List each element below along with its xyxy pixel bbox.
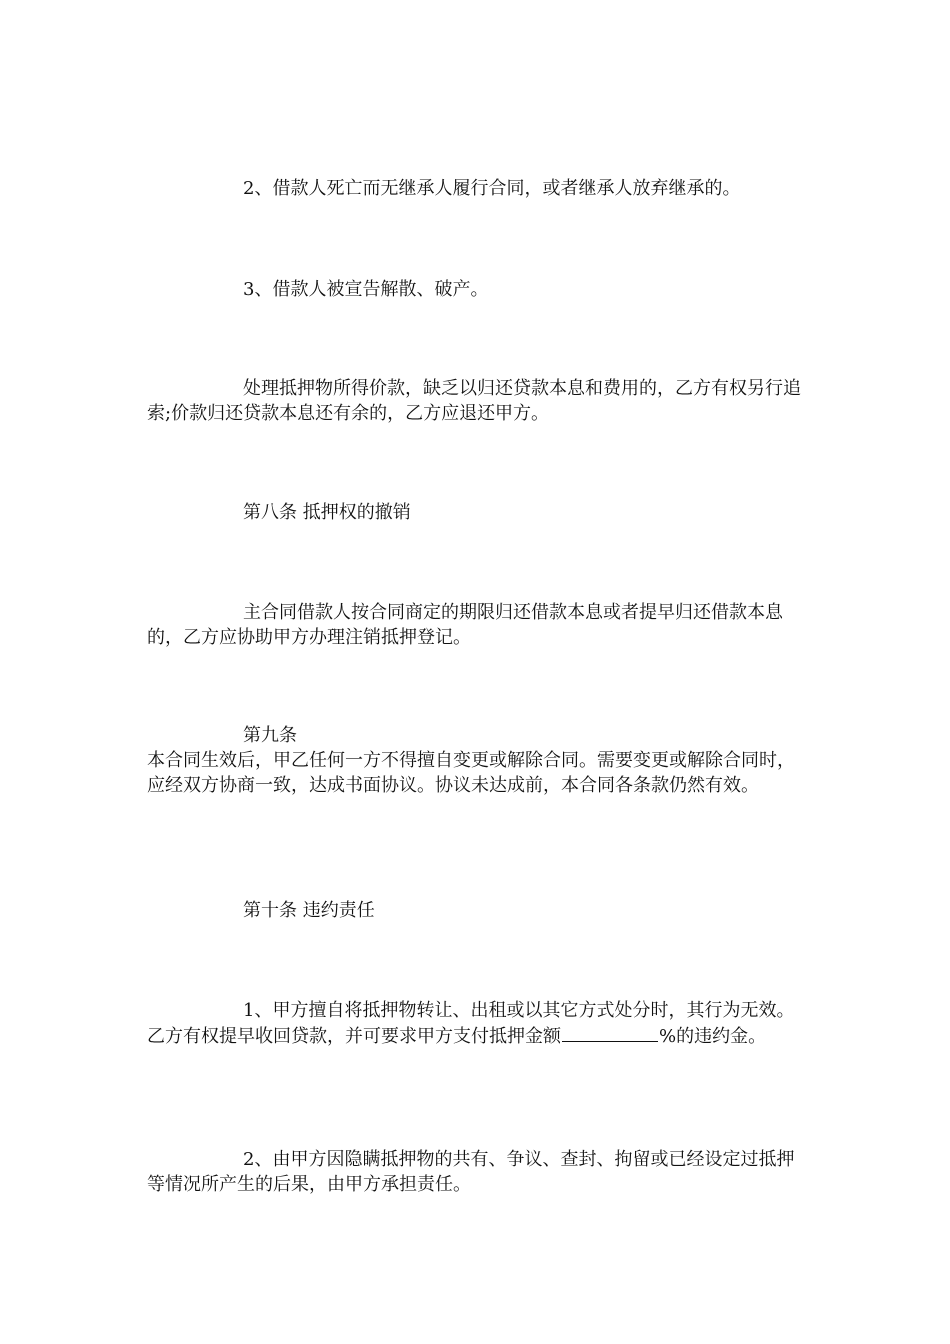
article-8-body: 主合同借款人按合同商定的期限归还借款本息或者提早归还借款本息的，乙方应协助甲方办理注销抵押登记。: [147, 602, 783, 648]
penalty-percent-blank[interactable]: [562, 1023, 658, 1042]
article-8-title: 第八条 抵押权的撤销: [243, 502, 411, 523]
article-10-item-1: [147, 998, 802, 1049]
clause-item-3: 3、借款人被宣告解散、破产。: [243, 279, 489, 300]
article-9: [147, 723, 802, 798]
proceeds-clause: 处理抵押物所得价款，缺乏以归还贷款本息和费用的，乙方有权另行追索;价款归还贷款本息还有余的，乙方应退还甲方。: [147, 378, 801, 424]
article-10-item-2: 2、由甲方因隐瞒抵押物的共有、争议、查封、拘留或已经设定过抵押等情况所产生的后果，由甲方承担责任。: [147, 1149, 795, 1195]
article-9-body: 本合同生效后，甲乙任何一方不得擅自变更或解除合同。需要变更或解除合同时，应经双方协商一致，达成书面协议。协议未达成前，本合同各条款仍然有效。: [147, 750, 795, 796]
article-9-title: 第九条: [243, 725, 297, 746]
article-10-title: 第十条 违约责任: [243, 900, 375, 921]
article-10-item-1-text: 1、甲方擅自将抵押物转让、出租或以其它方式处分时，其行为无效。乙方有权提早收回贷款，并可要求甲方支付抵押金额: [147, 1000, 795, 1047]
article-10-item-1-suffix: %的违约金。: [659, 1026, 767, 1047]
clause-item-2: 2、借款人死亡而无继承人履行合同，或者继承人放弃继承的。: [243, 178, 741, 199]
